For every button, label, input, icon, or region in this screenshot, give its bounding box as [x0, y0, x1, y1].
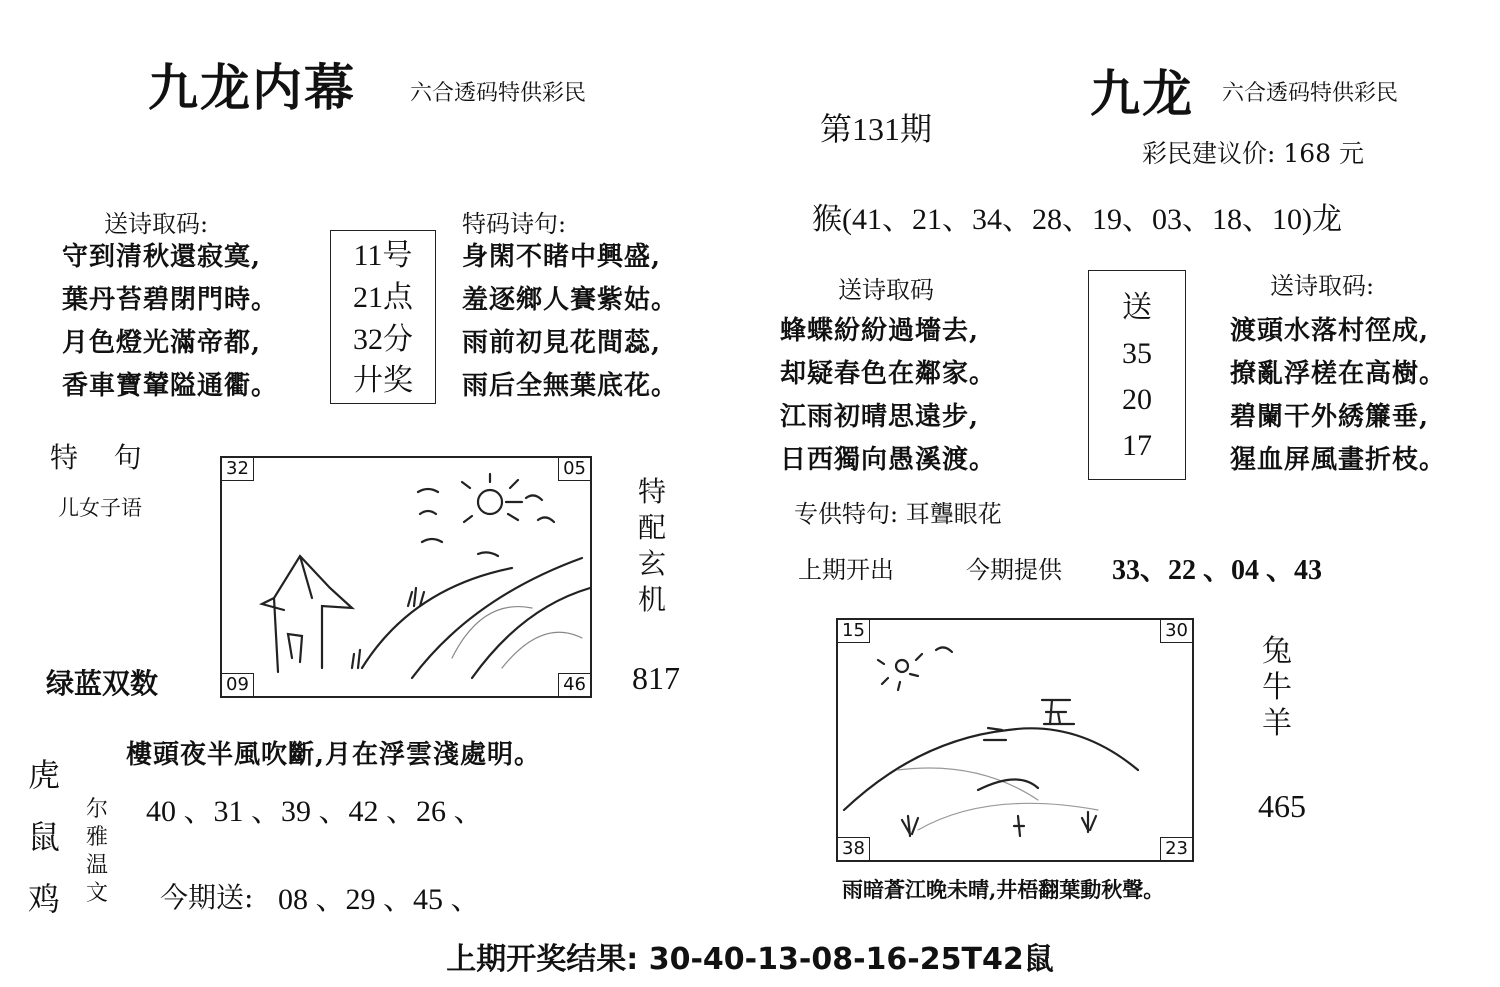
- left-poem: [62, 236, 278, 408]
- right-zodiac-1: 兔: [1262, 634, 1292, 669]
- right-bird: [936, 647, 952, 652]
- left-tema-heading: 特码诗句:: [462, 210, 567, 238]
- left-tema-line-2: 羞逐鄉人賽紫姑。: [462, 285, 679, 315]
- right-send-box: [1088, 270, 1186, 480]
- left-hut: [262, 556, 352, 672]
- right-box-line-3: 20: [1122, 383, 1152, 416]
- left-pic-corner-bl: 09: [222, 673, 254, 696]
- left-title: 九龙内幕: [148, 58, 356, 117]
- left-box-line-1: 11号: [353, 239, 413, 272]
- left-erya-1: 尔: [86, 797, 109, 822]
- left-poem-line-1: 守到清秋還寂寞,: [62, 242, 262, 272]
- right-caption: 雨暗蒼江晚未晴,井梧翻葉動秋聲。: [842, 877, 1165, 902]
- left-box-line-4: 廾奖: [353, 364, 413, 397]
- left-tepei-number: 817: [632, 660, 680, 696]
- right-box-line-2: 35: [1122, 337, 1152, 370]
- left-pic-corner-tr: 05: [558, 458, 590, 481]
- right-poem-a-line-4: 日西獨向愚溪渡。: [780, 445, 997, 475]
- left-zodiac: [28, 744, 60, 930]
- right-sketch: [838, 620, 1192, 860]
- right-poem-a-line-2: 却疑春色在鄰家。: [780, 359, 997, 389]
- left-hut-door: [288, 634, 302, 662]
- right-zodiac: [1262, 634, 1292, 742]
- left-subtitle: 六合透码特供彩民: [410, 81, 587, 106]
- left-grass: [352, 588, 424, 668]
- last-result: 上期开奖结果: 30-40-13-08-16-25T42鼠: [446, 942, 1054, 977]
- right-poem-b: [1230, 310, 1446, 482]
- left-teju-label: 特 句: [50, 441, 142, 474]
- left-zodiac-1: 虎: [28, 756, 61, 794]
- left-poem-line-4: 香車寶輦隘通衢。: [62, 371, 279, 401]
- right-subtitle: 六合透码特供彩民: [1222, 81, 1399, 106]
- left-pic-corner-tl: 32: [222, 458, 254, 481]
- right-poem-a-line-1: 蜂蝶紛紛過墻去,: [780, 316, 980, 346]
- right-mid-strokes: [984, 700, 1074, 740]
- left-tema-poem: [462, 236, 678, 408]
- right-poem-heading-a: 送诗取码: [838, 276, 934, 304]
- left-sun: [478, 490, 502, 514]
- left-poem-line-3: 月色燈光滿帝都,: [62, 328, 262, 358]
- right-grass: [902, 812, 1096, 836]
- right-poem-b-line-1: 渡頭水落村徑成,: [1230, 316, 1430, 346]
- right-special-phrase: 专供特句: 耳聾眼花: [794, 500, 1002, 528]
- right-poem-b-line-4: 猩血屏風畫折枝。: [1230, 445, 1447, 475]
- left-time-box: [330, 230, 436, 404]
- left-color-hint: 绿蓝双数: [46, 667, 159, 700]
- left-birds: [418, 489, 554, 556]
- right-path: [978, 779, 1038, 790]
- left-sketch: [222, 458, 590, 696]
- left-jinqi-numbers: 08 、29 、45 、: [278, 883, 481, 916]
- right-zodiac-2: 牛: [1262, 670, 1292, 705]
- right-hatch: [898, 768, 1098, 830]
- left-tepei-char-2: 配: [638, 511, 667, 544]
- right-pic-corner-bl: 38: [838, 837, 870, 860]
- right-title: 九龙: [1090, 64, 1194, 123]
- left-erya: [86, 796, 108, 908]
- issue-number: 第131期: [820, 111, 933, 147]
- left-erya-2: 雅: [86, 825, 109, 850]
- left-tema-line-3: 雨前初見花間蕊,: [462, 328, 662, 358]
- left-picture: [220, 456, 592, 698]
- right-pic-corner-tr: 30: [1160, 620, 1192, 643]
- right-jinqi-numbers: 33、22 、04 、43: [1112, 555, 1323, 586]
- right-sun: [896, 660, 908, 672]
- left-zodiac-2: 鼠: [28, 818, 61, 856]
- left-teju-text: 儿女子语: [58, 496, 142, 520]
- right-box-line-4: 17: [1122, 429, 1152, 462]
- left-erya-3: 温: [86, 853, 109, 878]
- right-poem-b-line-3: 碧闌干外綉簾垂,: [1230, 402, 1430, 432]
- left-jinqi-label: 今期送:: [160, 881, 254, 914]
- right-monkey-line: 猴(41、21、34、28、19、03、18、10)龙: [812, 203, 1342, 236]
- left-tema-line-1: 身閑不睹中興盛,: [462, 242, 662, 272]
- right-poem-a: [780, 310, 996, 482]
- left-tepei: [638, 474, 666, 618]
- right-poem-a-line-3: 江雨初晴思遠步,: [780, 402, 980, 432]
- left-box-line-2: 21点: [353, 281, 413, 314]
- right-pic-corner-br: 23: [1160, 837, 1192, 860]
- right-box-line-1: 送: [1122, 290, 1152, 325]
- left-numbers-line: 40 、31 、39 、42 、26 、: [146, 795, 484, 828]
- right-jinqi-label: 今期提供: [966, 556, 1062, 584]
- left-tepei-char-1: 特: [638, 475, 667, 508]
- left-pic-corner-br: 46: [558, 673, 590, 696]
- right-poem-b-line-2: 撩亂浮槎在高樹。: [1230, 359, 1447, 389]
- right-zodiac-3: 羊: [1262, 706, 1292, 741]
- left-tepei-char-3: 玄: [638, 547, 667, 580]
- left-poem-heading: 送诗取码:: [104, 210, 209, 238]
- left-hill-2: [412, 558, 582, 678]
- right-last-drawn: 上期开出: [798, 556, 894, 584]
- right-pic-corner-tl: 15: [838, 620, 870, 643]
- left-poem-bottom: 樓頭夜半風吹斷,月在浮雲淺處明。: [126, 740, 542, 770]
- left-box-line-3: 32分: [353, 323, 413, 356]
- right-zodiac-number: 465: [1258, 788, 1306, 824]
- left-tema-line-4: 雨后全無葉底花。: [462, 371, 679, 401]
- left-hill-1: [362, 568, 512, 668]
- left-zodiac-3: 鸡: [28, 880, 61, 918]
- left-erya-4: 文: [86, 881, 109, 906]
- left-hill-3: [472, 588, 590, 678]
- right-picture: [836, 618, 1194, 862]
- left-hatch: [452, 607, 582, 668]
- right-price: 彩民建议价: 168 元: [1142, 139, 1365, 168]
- left-tepei-char-4: 机: [638, 583, 667, 616]
- right-poem-heading-b: 送诗取码:: [1270, 272, 1375, 300]
- left-poem-line-2: 葉丹苔碧閉門時。: [62, 285, 279, 315]
